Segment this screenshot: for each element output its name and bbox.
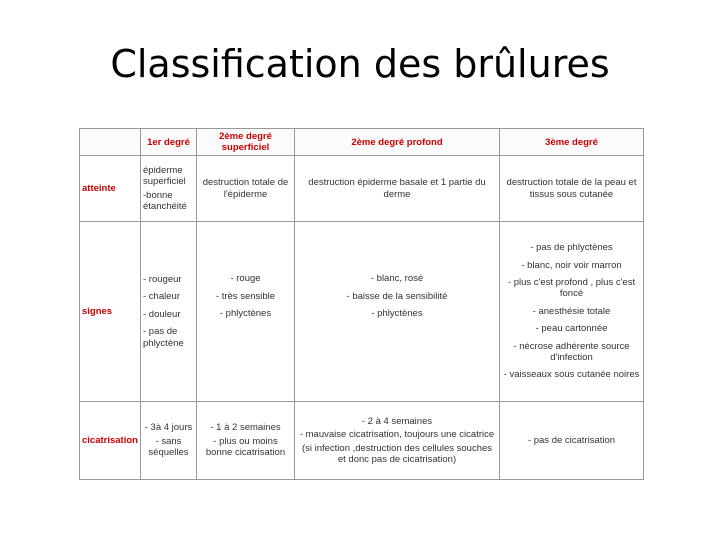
- row-label-signes: signes: [80, 222, 141, 402]
- text-item: - peau cartonnée: [535, 323, 608, 335]
- header-empty: [80, 129, 141, 156]
- cell-atteinte-3eme: [500, 156, 644, 222]
- text-item: - 2 à 4 semaines: [361, 415, 433, 427]
- header-second-degree-superficial: 2ème degré superficiel: [197, 129, 295, 156]
- header-second-degree-deep: 2ème degré profond: [295, 129, 500, 156]
- header-first-degree: 1er degré: [141, 129, 197, 156]
- text-item: - 1 à 2 semaines: [210, 422, 281, 434]
- text-item: - pas de phlyctènes: [530, 242, 613, 254]
- text-item: - pas de phlyctène: [143, 326, 184, 349]
- text-item: - rougeur: [143, 274, 182, 286]
- cell-cicatrisation-3eme: [500, 402, 644, 480]
- text-item: destruction totale de l'épiderme: [202, 177, 289, 200]
- text-item: - douleur: [143, 308, 181, 320]
- text-item: - chaleur: [143, 291, 180, 303]
- text-item: - 3à 4 jours: [144, 422, 193, 434]
- text-item: - phlyctènes: [219, 308, 272, 320]
- row-label-cicatrisation: cicatrisation: [80, 402, 141, 480]
- text-item: - plus ou moins bonne cicatrisation: [205, 435, 286, 459]
- cell-cicatrisation-1er: [141, 402, 197, 480]
- text-item: -bonne étanchéité: [143, 189, 187, 212]
- cell-atteinte-2eme-profond: [295, 156, 500, 222]
- cell-signes-2eme-profond: [295, 222, 500, 402]
- text-item: destruction épiderme basale et 1 partie du derme: [308, 177, 486, 200]
- text-item: épiderme superficiel: [143, 164, 186, 188]
- cell-signes-2eme-superficiel: [197, 222, 295, 402]
- row-cicatrisation: [80, 402, 644, 480]
- text-item: - rouge: [230, 273, 261, 285]
- text-item: - très sensible: [215, 290, 276, 302]
- text-item: destruction totale de la peau et tissus sous cutanée: [506, 177, 637, 200]
- cell-signes-3eme: [500, 222, 644, 402]
- row-label-atteinte: atteinte: [80, 156, 141, 222]
- row-signes: [80, 222, 644, 402]
- text-item: - pas de cicatrisation: [527, 434, 616, 446]
- text-item: - nécrose adhérente source d'infection: [513, 340, 630, 363]
- text-item: - baisse de la sensibilité: [346, 290, 448, 302]
- text-item: - phlyctènes: [371, 308, 423, 320]
- text-item: - mauvaise cicatrisation, toujours une cicatrice: [299, 429, 495, 441]
- slide-title: Classification des brûlures: [110, 42, 610, 86]
- text-item: - plus c'est profond , plus c'est foncé: [507, 277, 636, 300]
- text-item: - sans séquelles: [148, 435, 189, 459]
- cell-atteinte-1er: [141, 156, 197, 222]
- cell-cicatrisation-2eme-profond: [295, 402, 500, 480]
- header-third-degree: 3ème degré: [500, 129, 644, 156]
- text-item: (si infection ,destruction des cellules souches et donc pas de cicatrisation): [301, 442, 493, 465]
- header-row: [80, 129, 644, 156]
- burn-classification-table: [79, 128, 644, 480]
- cell-atteinte-2eme-superficiel: [197, 156, 295, 222]
- cell-signes-1er: [141, 222, 197, 402]
- row-atteinte: [80, 156, 644, 222]
- cell-cicatrisation-2eme-superficiel: [197, 402, 295, 480]
- text-item: - vaisseaux sous cutanée noires: [503, 369, 640, 381]
- text-item: - blanc, noir voir marron: [521, 259, 622, 271]
- text-item: - blanc, rosé: [370, 273, 424, 285]
- text-item: - anesthésie totale: [532, 305, 611, 317]
